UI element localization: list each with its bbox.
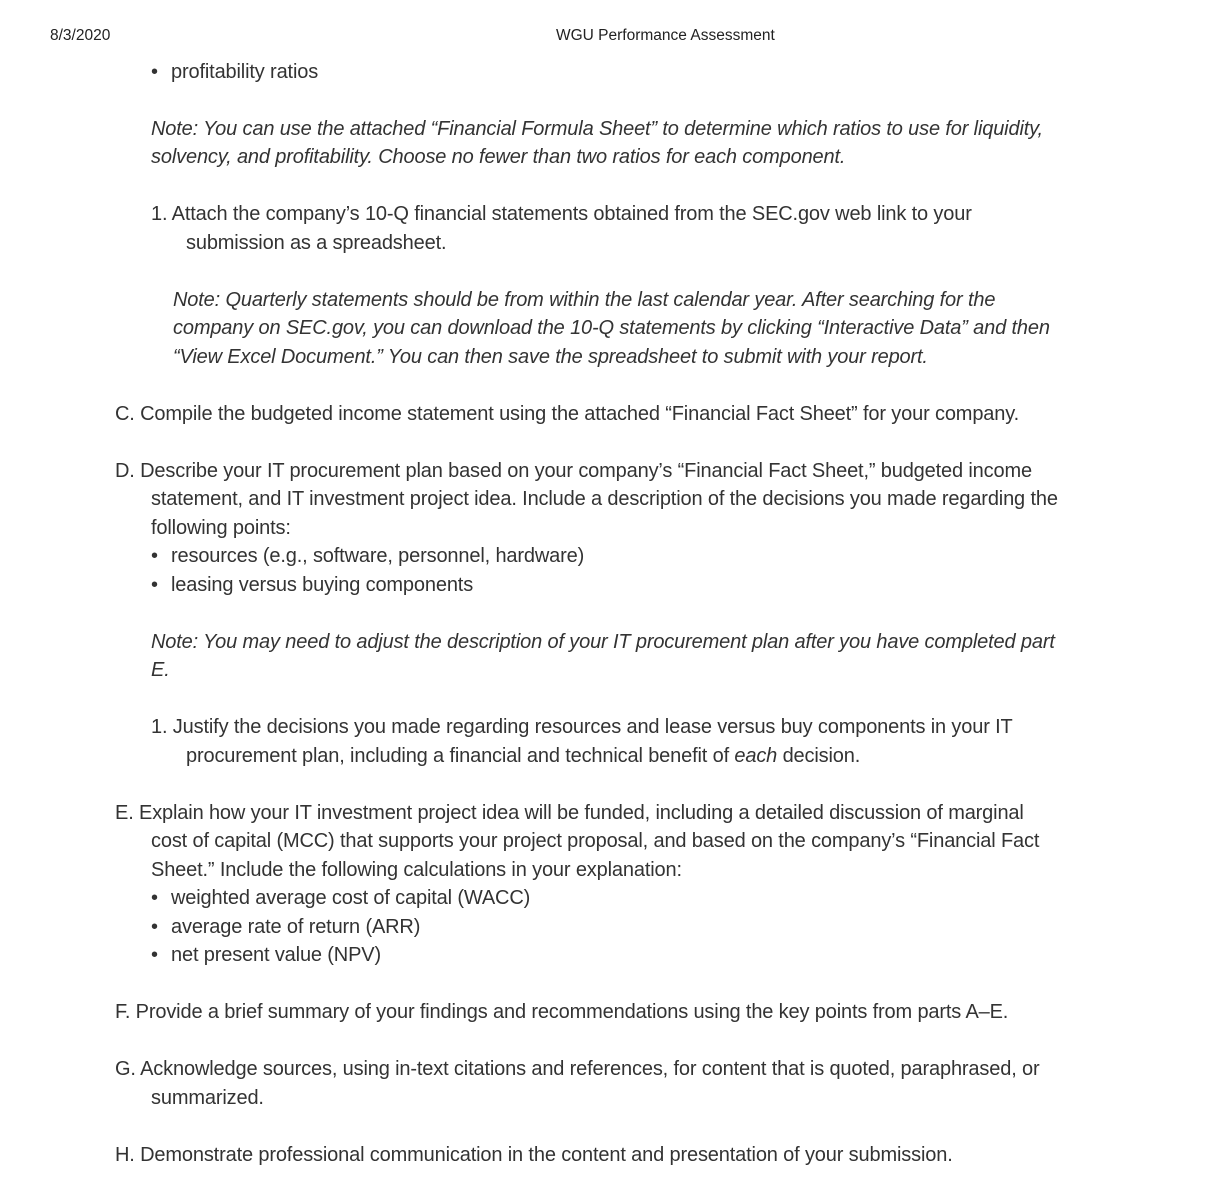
section-d-line1: D. Describe your IT procurement plan based on your company’s “Financial Fact Sheet,” budgeted income [115, 460, 1032, 482]
section-f-line1: F. Provide a brief summary of your findings and recommendations using the key points from parts A–E. [115, 1001, 1009, 1023]
bullet-marker: • [151, 545, 159, 567]
section-e-line2: cost of capital (MCC) that supports your project proposal, and based on the company’s “Financial Fact [151, 830, 1040, 852]
print-date: 8/3/2020 [50, 27, 111, 44]
section-d-line3: following points: [151, 517, 291, 539]
list-item-resources: resources (e.g., software, personnel, hardware) [171, 545, 585, 567]
section-g-line1: G. Acknowledge sources, using in-text citations and references, for content that is quoted, paraphrased, or [115, 1058, 1040, 1080]
note-procurement-line2: E. [151, 659, 170, 681]
subitem-justify-line1: 1. Justify the decisions you made regarding resources and lease versus buy components in your IT [151, 716, 1013, 738]
subitem-attach-10q-line2: submission as a spreadsheet. [186, 232, 447, 254]
note-formula-sheet-line1: Note: You can use the attached “Financial Formula Sheet” to determine which ratios to use for liquidity, [151, 118, 1043, 140]
subitem-justify-line2 [186, 742, 860, 770]
list-item-profitability: profitability ratios [171, 61, 319, 83]
list-item-wacc: weighted average cost of capital (WACC) [171, 887, 531, 909]
list-item-npv: net present value (NPV) [171, 944, 381, 966]
note-formula-sheet-line2: solvency, and profitability. Choose no fewer than two ratios for each component. [151, 146, 846, 168]
bullet-marker: • [151, 574, 159, 596]
bullet-marker: • [151, 61, 159, 83]
section-h-line1: H. Demonstrate professional communication in the content and presentation of your submission. [115, 1144, 953, 1166]
subitem-attach-10q-line1: 1. Attach the company’s 10-Q financial statements obtained from the SEC.gov web link to your [151, 203, 972, 225]
section-e-line1: E. Explain how your IT investment project idea will be funded, including a detailed discussion of marginal [115, 802, 1024, 824]
note-quarterly-line3: “View Excel Document.” You can then save the spreadsheet to submit with your report. [173, 346, 928, 368]
note-procurement-line1: Note: You may need to adjust the description of your IT procurement plan after you have completed part [151, 631, 1055, 653]
bullet-marker: • [151, 944, 159, 966]
note-quarterly-line2: company on SEC.gov, you can download the 10-Q statements by clicking “Interactive Data” and then [173, 317, 1050, 339]
page-title: WGU Performance Assessment [556, 27, 775, 44]
justify-text-emphasis: each [734, 745, 778, 767]
section-g-line2: summarized. [151, 1087, 264, 1109]
justify-text-c: decision. [777, 745, 861, 767]
bullet-marker: • [151, 916, 159, 938]
justify-text-a: procurement plan, including a financial and technical benefit of [186, 745, 735, 767]
section-d-line2: statement, and IT investment project idea. Include a description of the decisions you made regarding the [151, 488, 1058, 510]
list-item-leasing: leasing versus buying components [171, 574, 474, 596]
list-item-arr: average rate of return (ARR) [171, 916, 421, 938]
section-e-line3: Sheet.” Include the following calculations in your explanation: [151, 859, 682, 881]
section-c-line1: C. Compile the budgeted income statement using the attached “Financial Fact Sheet” for your company. [115, 403, 1020, 425]
bullet-marker: • [151, 887, 159, 909]
note-quarterly-line1: Note: Quarterly statements should be from within the last calendar year. After searching for the [173, 289, 996, 311]
